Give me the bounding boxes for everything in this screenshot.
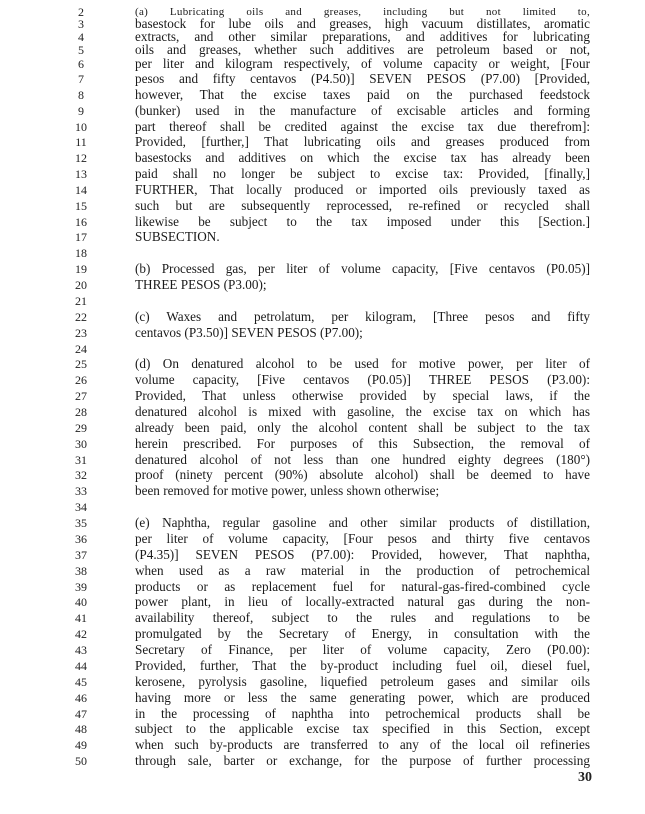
document-line <box>0 531 645 547</box>
line-text: THREE PESOS (P3.00); <box>135 277 267 292</box>
document-line <box>0 150 645 166</box>
line-number: 39 <box>75 580 87 594</box>
document-line <box>0 277 645 293</box>
line-text: part thereof shall be credited against the excise tax due therefrom]: <box>135 119 590 134</box>
line-text: (b) Processed gas, per liter of volume capacity, [Five centavos (P0.05)] <box>135 261 590 276</box>
line-number: 45 <box>75 675 87 689</box>
document-line <box>0 309 645 325</box>
document-line <box>0 690 645 706</box>
line-number: 7 <box>78 72 84 86</box>
line-text: oils and greases, whether such additives are petroleum based or not, <box>135 42 590 57</box>
line-text: through sale, barter or exchange, for the purpose of further processing <box>135 753 590 768</box>
line-text: denatured alcohol is mixed with gasoline, the excise tax on which has <box>135 404 590 419</box>
line-text: Provided, That unless otherwise provided by special laws, if the <box>135 388 590 403</box>
document-line <box>0 706 645 722</box>
line-number: 5 <box>78 43 84 57</box>
document-line <box>0 245 645 261</box>
line-text: likewise be subject to the tax imposed under this [Section.] <box>135 214 590 229</box>
line-number: 48 <box>75 722 87 736</box>
document-line <box>0 515 645 531</box>
document-line <box>0 341 645 357</box>
line-text: SUBSECTION. <box>135 229 220 244</box>
line-number: 29 <box>75 421 87 435</box>
line-number: 26 <box>75 373 87 387</box>
line-number: 42 <box>75 627 87 641</box>
document-line <box>0 658 645 674</box>
line-number: 43 <box>75 643 87 657</box>
document-line <box>0 642 645 658</box>
line-number: 31 <box>75 453 87 467</box>
line-text: pesos and fifty centavos (P4.50)] SEVEN PESOS (P7.00) [Provided, <box>135 71 590 86</box>
document-line <box>0 436 645 452</box>
line-text: (P4.35)] SEVEN PESOS (P7.00): Provided, however, That naphtha, <box>135 547 590 562</box>
line-text: proof (ninety percent (90%) absolute alcohol) shall be deemed to have <box>135 467 590 482</box>
line-number: 4 <box>78 30 84 44</box>
document-line <box>0 452 645 468</box>
line-text: been removed for motive power, unless shown otherwise; <box>135 483 440 498</box>
line-text: (e) Naphtha, regular gasoline and other similar products of distillation, <box>135 515 590 530</box>
document-line <box>0 71 645 87</box>
line-number: 49 <box>75 738 87 752</box>
line-text: (bunker) used in the manufacture of excisable articles and forming <box>135 103 590 118</box>
line-text: centavos (P3.50)] SEVEN PESOS (P7.00); <box>135 325 363 340</box>
line-number: 38 <box>75 564 87 578</box>
line-number: 22 <box>75 310 87 324</box>
line-text: such but are subsequently reprocessed, re-refined or recycled shall <box>135 198 590 213</box>
line-number: 35 <box>75 516 87 530</box>
document-line <box>0 610 645 626</box>
document-line <box>0 198 645 214</box>
line-text: extracts, and other similar preparations, and additives for lubricating <box>135 29 590 44</box>
line-text: paid shall no longer be subject to excise tax: Provided, [finally,] <box>135 166 590 181</box>
line-text: volume capacity, [Five centavos (P0.05)] THREE PESOS (P3.00): <box>135 372 590 387</box>
line-number: 32 <box>75 468 87 482</box>
document-line <box>0 737 645 753</box>
document-line <box>0 166 645 182</box>
line-text: basestocks and additives on which the excise tax has already been <box>135 150 590 165</box>
document-line <box>0 467 645 483</box>
line-text: power plant, in lieu of locally-extracted natural gas during the non- <box>135 594 590 609</box>
line-number: 15 <box>75 199 87 213</box>
line-number: 24 <box>75 342 87 356</box>
line-text: subject to the applicable excise tax specified in this Section, except <box>135 721 590 736</box>
line-text: (a) Lubricating oils and greases, including but not limited to, <box>135 6 590 18</box>
document-line <box>0 404 645 420</box>
line-text: Provided, further, That the by-product including fuel oil, diesel fuel, <box>135 658 590 673</box>
line-text: basestock for lube oils and greases, high vacuum distillates, aromatic <box>135 16 590 31</box>
document-line <box>0 420 645 436</box>
line-text: Secretary of Finance, per liter of volume capacity, Zero (P0.00): <box>135 642 590 657</box>
document-line <box>0 388 645 404</box>
line-text: (d) On denatured alcohol to be used for motive power, per liter of <box>135 356 590 371</box>
line-number: 27 <box>75 389 87 403</box>
document-line <box>0 325 645 341</box>
line-text: however, That the excise taxes paid on the purchased feedstock <box>135 87 590 102</box>
line-text: per liter of volume capacity, [Four pesos and thirty five centavos <box>135 531 590 546</box>
line-text: when such by-products are transferred to any of the local oil refineries <box>135 737 590 752</box>
line-number: 14 <box>75 183 87 197</box>
line-number: 11 <box>75 135 87 149</box>
line-number: 23 <box>75 326 87 340</box>
line-number: 34 <box>75 500 87 514</box>
line-text: products or as replacement fuel for natural-gas-fired-combined cycle <box>135 579 590 594</box>
document-line <box>0 499 645 515</box>
document-line <box>0 214 645 230</box>
document-line <box>0 626 645 642</box>
document-line <box>0 261 645 277</box>
line-text: herein prescribed. For purposes of this Subsection, the removal of <box>135 436 590 451</box>
line-text: promulgated by the Secretary of Energy, in consultation with the <box>135 626 590 641</box>
line-text: availability thereof, subject to the rules and regulations to be <box>135 610 590 625</box>
line-number: 20 <box>75 278 87 292</box>
document-line <box>0 483 645 499</box>
document-line <box>0 182 645 198</box>
line-number: 16 <box>75 215 87 229</box>
line-number: 18 <box>75 246 87 260</box>
document-line <box>0 293 645 309</box>
document-line <box>0 594 645 610</box>
line-text: (c) Waxes and petrolatum, per kilogram, [Three pesos and fifty <box>135 309 590 324</box>
line-number: 28 <box>75 405 87 419</box>
line-text: in the processing of naphtha into petrochemical products shall be <box>135 706 590 721</box>
document-line <box>0 721 645 737</box>
document-line <box>0 372 645 388</box>
line-number: 13 <box>75 167 87 181</box>
line-number: 30 <box>75 437 87 451</box>
line-text: when used as a raw material in the production of petrochemical <box>135 563 590 578</box>
line-number: 10 <box>75 120 87 134</box>
document-line <box>0 753 645 769</box>
line-number: 25 <box>75 357 87 371</box>
line-text: having more or less the same generating power, which are produced <box>135 690 590 705</box>
line-text: per liter and kilogram respectively, of volume capacity or weight, [Four <box>135 56 590 71</box>
line-number: 37 <box>75 548 87 562</box>
line-number: 21 <box>75 294 87 308</box>
line-text: already been paid, only the alcohol content shall be subject to the tax <box>135 420 590 435</box>
line-text: FURTHER, That locally produced or imported oils previously taxed as <box>135 182 590 197</box>
line-number: 8 <box>78 88 84 102</box>
line-number: 50 <box>75 754 87 768</box>
document-line <box>0 229 645 245</box>
line-number: 2 <box>78 5 84 19</box>
line-text: Provided, [further,] That lubricating oils and greases produced from <box>135 134 590 149</box>
document-line <box>0 674 645 690</box>
page-number: 30 <box>578 770 592 785</box>
line-number: 6 <box>78 57 84 71</box>
document-line <box>0 563 645 579</box>
line-number: 40 <box>75 595 87 609</box>
line-number: 19 <box>75 262 87 276</box>
document-line <box>0 134 645 150</box>
line-number: 12 <box>75 151 87 165</box>
document-line <box>0 119 645 135</box>
document-line <box>0 56 645 72</box>
document-line <box>0 547 645 563</box>
line-text: denatured alcohol of not less than one hundred eighty degrees (180°) <box>135 452 590 467</box>
line-text: kerosene, pyrolysis gasoline, liquefied petroleum gases and similar oils <box>135 674 590 689</box>
document-line <box>0 87 645 103</box>
line-number: 41 <box>75 611 87 625</box>
document-line <box>0 579 645 595</box>
line-number: 17 <box>75 230 87 244</box>
line-number: 47 <box>75 707 87 721</box>
document-line <box>0 103 645 119</box>
line-number: 3 <box>78 17 84 31</box>
line-number: 33 <box>75 484 87 498</box>
line-number: 44 <box>75 659 87 673</box>
line-number: 46 <box>75 691 87 705</box>
line-number: 9 <box>78 104 84 118</box>
document-line <box>0 356 645 372</box>
line-number: 36 <box>75 532 87 546</box>
